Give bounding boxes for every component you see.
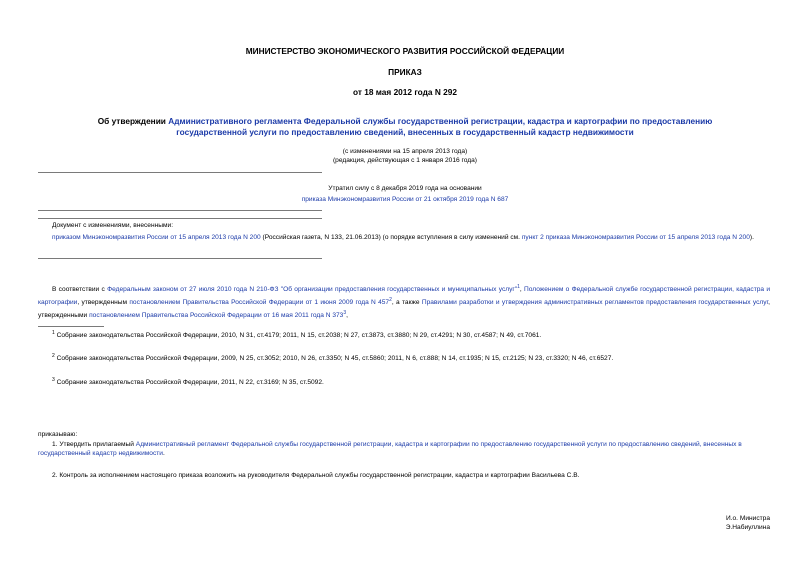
expired-text: Утратил силу с 8 декабря 2019 года на основании xyxy=(328,185,482,192)
rules-link[interactable]: Правилами разработки и утверждения административных регламентов предоставления государственных услуг xyxy=(421,299,769,307)
footnote-1 xyxy=(52,329,541,340)
service-regulation-link[interactable]: Положением о Федеральной службе государственной регистрации, кадастра и картографии xyxy=(38,286,770,307)
amendments-label: Документ с изменениями, внесенными: xyxy=(52,222,174,229)
preamble-text: , утвержденными xyxy=(38,299,770,320)
document-title xyxy=(70,116,740,138)
preamble-text: , xyxy=(346,312,348,320)
federal-law-link[interactable]: Федеральным законом от 27 июля 2010 года N 210-ФЗ "Об организации предоставления государственных и муниципальных услуг" xyxy=(107,286,518,294)
footnote-ref-3[interactable]: 3 xyxy=(343,310,347,317)
divider-line xyxy=(38,258,322,259)
edition-current: (редакция, действующая с 1 января 2016 года) xyxy=(332,157,477,164)
footnote-divider xyxy=(38,326,104,327)
amendment-order-link[interactable]: приказом Минэкономразвития России от 15 апреля 2013 года N 200 xyxy=(52,234,261,241)
preamble-text: В соответствии с xyxy=(52,286,108,294)
approved-regulation-link[interactable]: Административный регламент Федеральной службы государственной регистрации, кадастра и картографии по предоставлению государственной услуги по предоставлению сведений, внесенных в государственный кадастр недвижимости xyxy=(38,441,742,457)
preamble-text: , утвержденным xyxy=(77,299,130,307)
signature-name: Э.Набиуллина xyxy=(725,524,770,531)
order-item-1-end: . xyxy=(162,450,165,457)
resolution-457-link[interactable]: постановлением Правительства Российской Федерации от 1 июня 2009 года N 457 xyxy=(129,299,390,307)
footnote-text: Собрание законодательства Российской Федерации, 2009, N 25, ст.3052; 2010, N 26, ст.3350; N 45, ст.5860; 2011, N 6, ст.888; N 14, ст.1935; N 15, ст.2125; N 23, ст.3320; N 46, ст.6527. xyxy=(56,355,614,363)
expired-order-link[interactable]: приказа Минэкономразвития России от 21 октября 2019 года N 687 xyxy=(301,196,509,203)
footnote-mark: 1 xyxy=(52,330,55,336)
divider-line xyxy=(38,210,322,211)
order-item-1 xyxy=(38,440,770,458)
preamble-text: , а также xyxy=(391,299,422,307)
footnote-2 xyxy=(52,352,613,363)
footnote-text: Собрание законодательства Российской Федерации, 2010, N 31, ст.4179; 2011, N 15, ст.2038; N 27, ст.3873, ст.3880; N 29, ст.4291; N 30, ст.4587; N 49, ст.7061. xyxy=(56,332,542,340)
footnote-ref-2[interactable]: 2 xyxy=(389,297,392,304)
amendment-end: ). xyxy=(749,234,754,241)
amendment-item2-link[interactable]: пункт 2 приказа Минэкономразвития России от 15 апреля 2013 года N 200 xyxy=(521,234,750,241)
ministry-heading: МИНИСТЕРСТВО ЭКОНОМИЧЕСКОГО РАЗВИТИЯ РОССИЙСКОЙ ФЕДЕРАЦИИ xyxy=(245,46,565,56)
preamble-paragraph xyxy=(38,282,770,322)
amendments-text xyxy=(38,233,770,242)
footnote-ref-1[interactable]: 1 xyxy=(517,284,520,290)
amendment-publication: (Российская газета, N 133, 21.06.2013) (о порядке вступления в силу изменений см. xyxy=(260,234,522,241)
footnote-mark: 2 xyxy=(52,353,55,359)
footnote-3 xyxy=(52,376,324,387)
title-regulation-link[interactable]: Административного регламента Федеральной службы государственной регистрации, кадастра и картографии по предоставлению государственной услуги по предоставлению сведений, внесенных в государственный кадастр недвижимости xyxy=(168,116,713,137)
doc-type-heading: ПРИКАЗ xyxy=(388,67,422,77)
order-item-1-prefix: 1. Утвердить прилагаемый xyxy=(52,441,136,448)
footnote-mark: 3 xyxy=(52,377,55,383)
divider-line xyxy=(38,218,322,219)
title-prefix: Об утверждении xyxy=(97,116,169,126)
order-lead: приказываю: xyxy=(38,431,78,438)
order-item-2: 2. Контроль за исполнением настоящего приказа возложить на руководителя Федеральной службы государственной регистрации, кадастра и картографии Васильева С.В. xyxy=(52,472,580,479)
edition-changes: (с изменениями на 15 апреля 2013 года) xyxy=(342,148,468,155)
preamble-text: , xyxy=(519,286,525,294)
divider-line xyxy=(38,172,322,173)
footnote-text: Собрание законодательства Российской Федерации, 2011, N 22, ст.3169; N 35, ст.5092. xyxy=(56,379,324,387)
resolution-373-link[interactable]: постановлением Правительства Российской Федерации от 16 мая 2011 года N 373 xyxy=(89,312,344,320)
doc-date-heading: от 18 мая 2012 года N 292 xyxy=(353,87,457,97)
signature-position: И.о. Министра xyxy=(725,515,770,522)
